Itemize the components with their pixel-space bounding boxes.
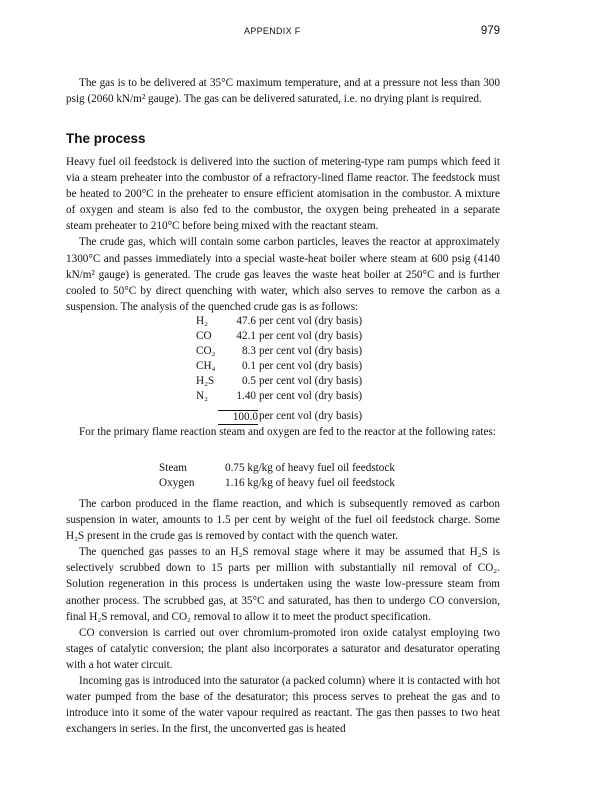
running-header <box>66 25 500 41</box>
value: 47.6 <box>236 315 256 327</box>
gas-composition-table <box>196 314 416 424</box>
main-body-block <box>66 496 500 737</box>
page-number: 979 <box>480 25 500 37</box>
feed-rates-table <box>159 461 459 491</box>
section-heading: The process <box>66 131 146 146</box>
saturator-paragraph: Incoming gas is introduced into the saturator (a packed column) where it is contacted with hot water pumped from the base of the desaturator; this process serves to preheat the gas and to introduce into it some of the water vapour required as reactant. The gas then passes to two heat exchangers in series. In the first, the unconverted gas is heated <box>66 675 500 736</box>
header-appendix-label: APPENDIX F <box>244 26 301 36</box>
composition-row <box>196 344 416 359</box>
unit: per cent vol (dry basis) <box>259 390 363 402</box>
intro-block <box>66 75 500 107</box>
rate-row <box>159 461 459 476</box>
composition-row <box>196 329 416 344</box>
formula: CO <box>196 330 212 342</box>
formula: H₂ <box>196 315 208 327</box>
formula: N₂ <box>196 390 208 402</box>
rate-name: Steam <box>159 462 187 474</box>
formula: CO₂ <box>196 345 216 357</box>
rate-value: 1.16 kg/kg of heavy fuel oil feedstock <box>225 477 395 489</box>
rate-value: 0.75 kg/kg of heavy fuel oil feedstock <box>225 462 395 474</box>
unit: per cent vol (dry basis) <box>259 345 363 357</box>
value: 42.1 <box>236 330 256 342</box>
formula: CH₄ <box>196 360 216 372</box>
composition-row <box>196 389 416 404</box>
rates-intro-block <box>66 424 500 440</box>
total-value: 100.0 <box>218 410 258 425</box>
composition-row <box>196 314 416 329</box>
intro-paragraph: The gas is to be delivered at 35°C maximum temperature, and at a pressure not less than 300 psig (2060 kN/m² gauge). The gas can be delivered saturated, i.e. no drying plant is required. <box>66 77 500 106</box>
value: 0.5 <box>242 375 256 387</box>
rate-row <box>159 476 459 491</box>
composition-row <box>196 374 416 389</box>
unit: per cent vol (dry basis) <box>259 315 363 327</box>
process-paragraph-1: Heavy fuel oil feedstock is delivered into the suction of metering-type ram pumps which feed it via a steam preheater into the combustor of a refractory-lined flame reactor. The feedstock must be heated to 200°C in the preheater to ensure efficient atomisation in the combustor. A mixture of oxygen and steam is also fed to the combustor, the oxygen being preheated in a separate steam preheater to 210°C before being mixed with the reactant steam. <box>66 156 500 233</box>
unit: per cent vol (dry basis) <box>259 330 363 342</box>
carbon-paragraph: The carbon produced in the flame reaction, and which is subsequently removed as carbon suspension in water, amounts to 1.5 per cent by weight of the fuel oil feedstock charge. Some H₂S present in the crude gas is removed by contact with the quench water. <box>66 498 500 543</box>
composition-row <box>196 359 416 374</box>
rates-intro-paragraph: For the primary flame reaction steam and oxygen are fed to the reactor at the following rates: <box>79 426 496 438</box>
process-paragraph-2: The crude gas, which will contain some carbon particles, leaves the reactor at approximately 1300°C and passes immediately into a special waste-heat boiler where steam at 600 psig (4140 kN/m² gauge) is generated. The crude gas leaves the waste heat boiler at 250°C and is further cooled to 50°C by direct quenching with water, which also serves to remove the carbon as a suspension. The analysis of the quenched crude gas is as follows: <box>66 236 500 313</box>
formula: H₂S <box>196 375 215 387</box>
rate-name: Oxygen <box>159 477 195 489</box>
total-unit: per cent vol (dry basis) <box>259 410 363 422</box>
unit: per cent vol (dry basis) <box>259 375 363 387</box>
h2s-removal-paragraph: The quenched gas passes to an H₂S removal stage where it may be assumed that H₂S is selectively scrubbed down to 15 parts per million with substantially nil removal of CO₂. Solution regeneration in this process is undertaken using the waste low-pressure steam from another process. The scrubbed gas, at 35°C and saturated, has then to undergo CO conversion, final H₂S removal, and CO₂ removal to allow it to meet the product specification. <box>66 546 500 623</box>
value: 8.3 <box>242 345 256 357</box>
unit: per cent vol (dry basis) <box>259 360 363 372</box>
value: 1.40 <box>236 390 256 402</box>
process-block <box>66 154 500 315</box>
value: 0.1 <box>242 360 256 372</box>
co-conversion-paragraph: CO conversion is carried out over chromium-promoted iron oxide catalyst employing two stages of catalytic conversion; the plant also incorporates a saturator and desaturator operating with a hot water circuit. <box>66 626 500 671</box>
composition-total-row <box>196 409 416 424</box>
